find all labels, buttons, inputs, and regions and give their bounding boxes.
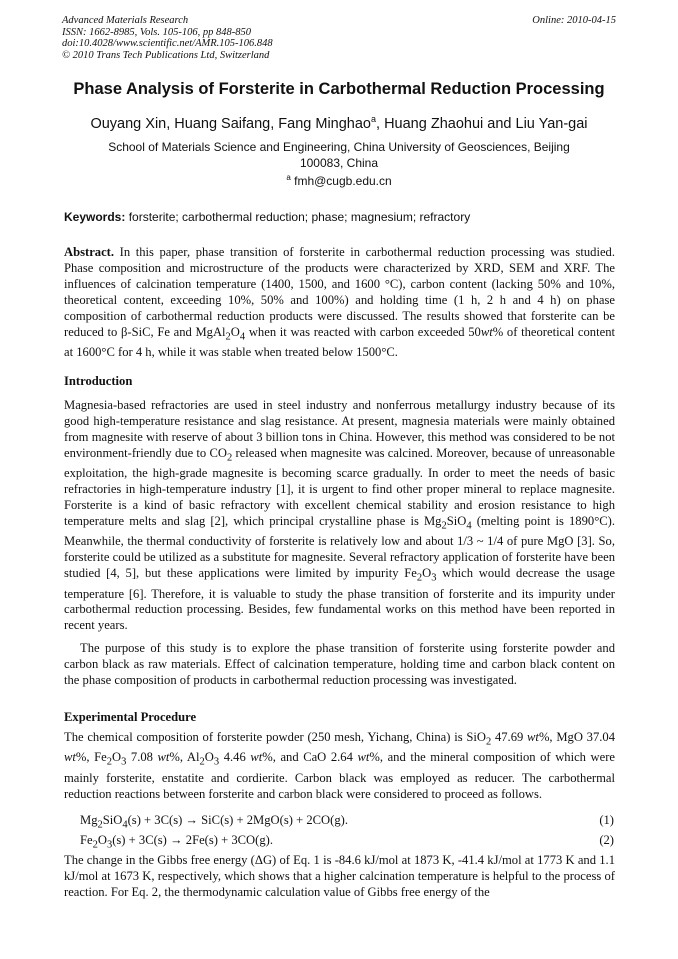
section-heading-introduction: Introduction — [64, 374, 133, 388]
section-heading-experimental: Experimental Procedure — [64, 710, 197, 724]
copyright-line: © 2010 Trans Tech Publications Ltd, Switzerland — [62, 49, 270, 61]
author-email — [40, 173, 638, 188]
keywords-label: Keywords: — [64, 210, 126, 224]
author: Ouyang Xin — [90, 115, 167, 132]
keywords-text: forsterite; carbothermal reduction; phase; magnesium; refractory — [128, 210, 471, 224]
affiliation-line: 100083, China — [299, 156, 379, 170]
online-date: Online: 2010-04-15 — [532, 15, 616, 26]
doi-line: doi:10.4028/www.scientific.net/AMR.105-106.848 — [62, 38, 273, 50]
email-superscript: a — [286, 173, 291, 182]
equation-1: $Mg_2SiO_4(s) + 3C(s) \to SiC(s) + 2MgO(s) + 2CO(g)$. (1) — [80, 813, 614, 831]
email-address[interactable]: fmh@cugb.edu.cn — [294, 174, 392, 188]
keywords — [64, 210, 616, 224]
introduction-paragraph: Magnesia-based refractories are used in steel industry and nonferrous metallurgy industry because of its good high-temperature resistance and slag resistance. At present, magnesia materials were mainly obtained from magnesite with reserve of about 3 billion tons in China. However, this method was considered to be not environment-friendly due to $CO_2$ released when magnesite was calcined. Moreover, because of unreasonable exploitation, the high-grade magnesite is becoming scarce gradually. In order to meet the needs of basic refractories in high-temperature industry [1], it is urgent to find other proper mineral to replace magnesite. Forsterite is a kind of basic refractory with excellent chemical stability and erosion resistance to high temperature melts and slag [2], which principal crystalline phase is $Mg_2SiO_4$ (melting point is 1890°C). Meanwhile, the thermal conductivity of forsterite is relatively low and about 1/3 ~ 1/4 of pure MgO [3]. So, forsterite could be utilized as a substitute for magnesite. Several refractory application of forsterite have been studied [4, 5], but these applications were limited by impurity $Fe_2O_3$ which would decrease the usage temperature [6]. Therefore, it is valuable to study the phase transition of forsterite and its impurity under carbothermal reduction processing. Besides, few fundamental works on this method have been reported in recent years. — [64, 398, 616, 633]
author-list: Ouyang Xin, Huang Saifang, Fang Minghao$^a$, Huang Zhaohui and Liu Yan-gai — [90, 114, 588, 132]
purpose-paragraph: The purpose of this study is to explore the phase transition of forsterite using forsterite powder and carbon black as raw materials. Effect of calcination temperature, holding time and carbon black content on the phase composition of products in carbothermal reduction processing was investigated. — [64, 641, 615, 687]
equation-number: (2) — [599, 833, 614, 847]
paper-title: Phase Analysis of Forsterite in Carbothermal Reduction Processing — [73, 80, 605, 98]
issn-line: ISSN: 1662-8985, Vols. 105-106, pp 848-850 — [62, 26, 251, 38]
affiliation-line: School of Materials Science and Engineering, China University of Geosciences, Beijing — [108, 140, 570, 154]
abstract-label: Abstract. — [64, 245, 115, 259]
author: Liu Yan-gai — [515, 115, 588, 132]
journal-header — [62, 15, 616, 61]
abstract: Abstract. In this paper, phase transition of forsterite in carbothermal reduction processing was studied. Phase composition and microstructure of the products were characterized by XRD, SEM and XRF. The influences of calcination temperature (1400, 1500, and 1600 °C), carbon content (lacking 50% and 10%, theoretical content, exceeding 10%, 50% and 100%) and holding time (1 h, 2 h and 4 h) on phase composition of carbothermal reduction products were discussed. The results showed that forsterite can be reduced to β-SiC, Fe and $MgAl_2O_4$ when it was reacted with carbon exceeded 50wt% of theoretical content at 1600°C for 4 h, while it was stable when treated below 1500°C. — [64, 245, 616, 359]
equation-2: $Fe_2O_3(s) + 3C(s) \to 2Fe(s) + 3CO(g)$. (2) — [80, 833, 614, 851]
author-superscript: a — [371, 114, 377, 124]
author: Fang Minghao — [278, 115, 371, 132]
author: Huang Saifang — [174, 115, 271, 132]
gibbs-paragraph: The change in the Gibbs free energy (ΔG) of Eq. 1 is -84.6 kJ/mol at 1873 K, -41.4 kJ/mol at 1773 K and 1.1 kJ/mol at 1673 K, respectively, which shows that a higher calcination temperature is helpful to the process of reaction. For Eq. 2, the thermodynamic calculation value of Gibbs free energy of the — [64, 853, 615, 899]
equation-number: (1) — [599, 813, 614, 827]
author: Huang Zhaohui — [384, 115, 484, 132]
affiliation — [80, 139, 598, 171]
experimental-paragraph: The chemical composition of forsterite powder (250 mesh, Yichang, China) is SiO$_2$ 47.69 wt%, MgO 37.04 wt%, $Fe_2O_3$ 7.08 wt%, $Al_2O_3$ 4.46 wt%, and CaO 2.64 wt%, and the mineral composition of which were mainly forsterite, enstatite and cordierite. Carbon black was employed as reducer. The carbothermal reduction reactions between forsterite and carbon black were considered to proceed as follows. — [64, 730, 616, 801]
journal-name: Advanced Materials Research — [62, 15, 189, 26]
